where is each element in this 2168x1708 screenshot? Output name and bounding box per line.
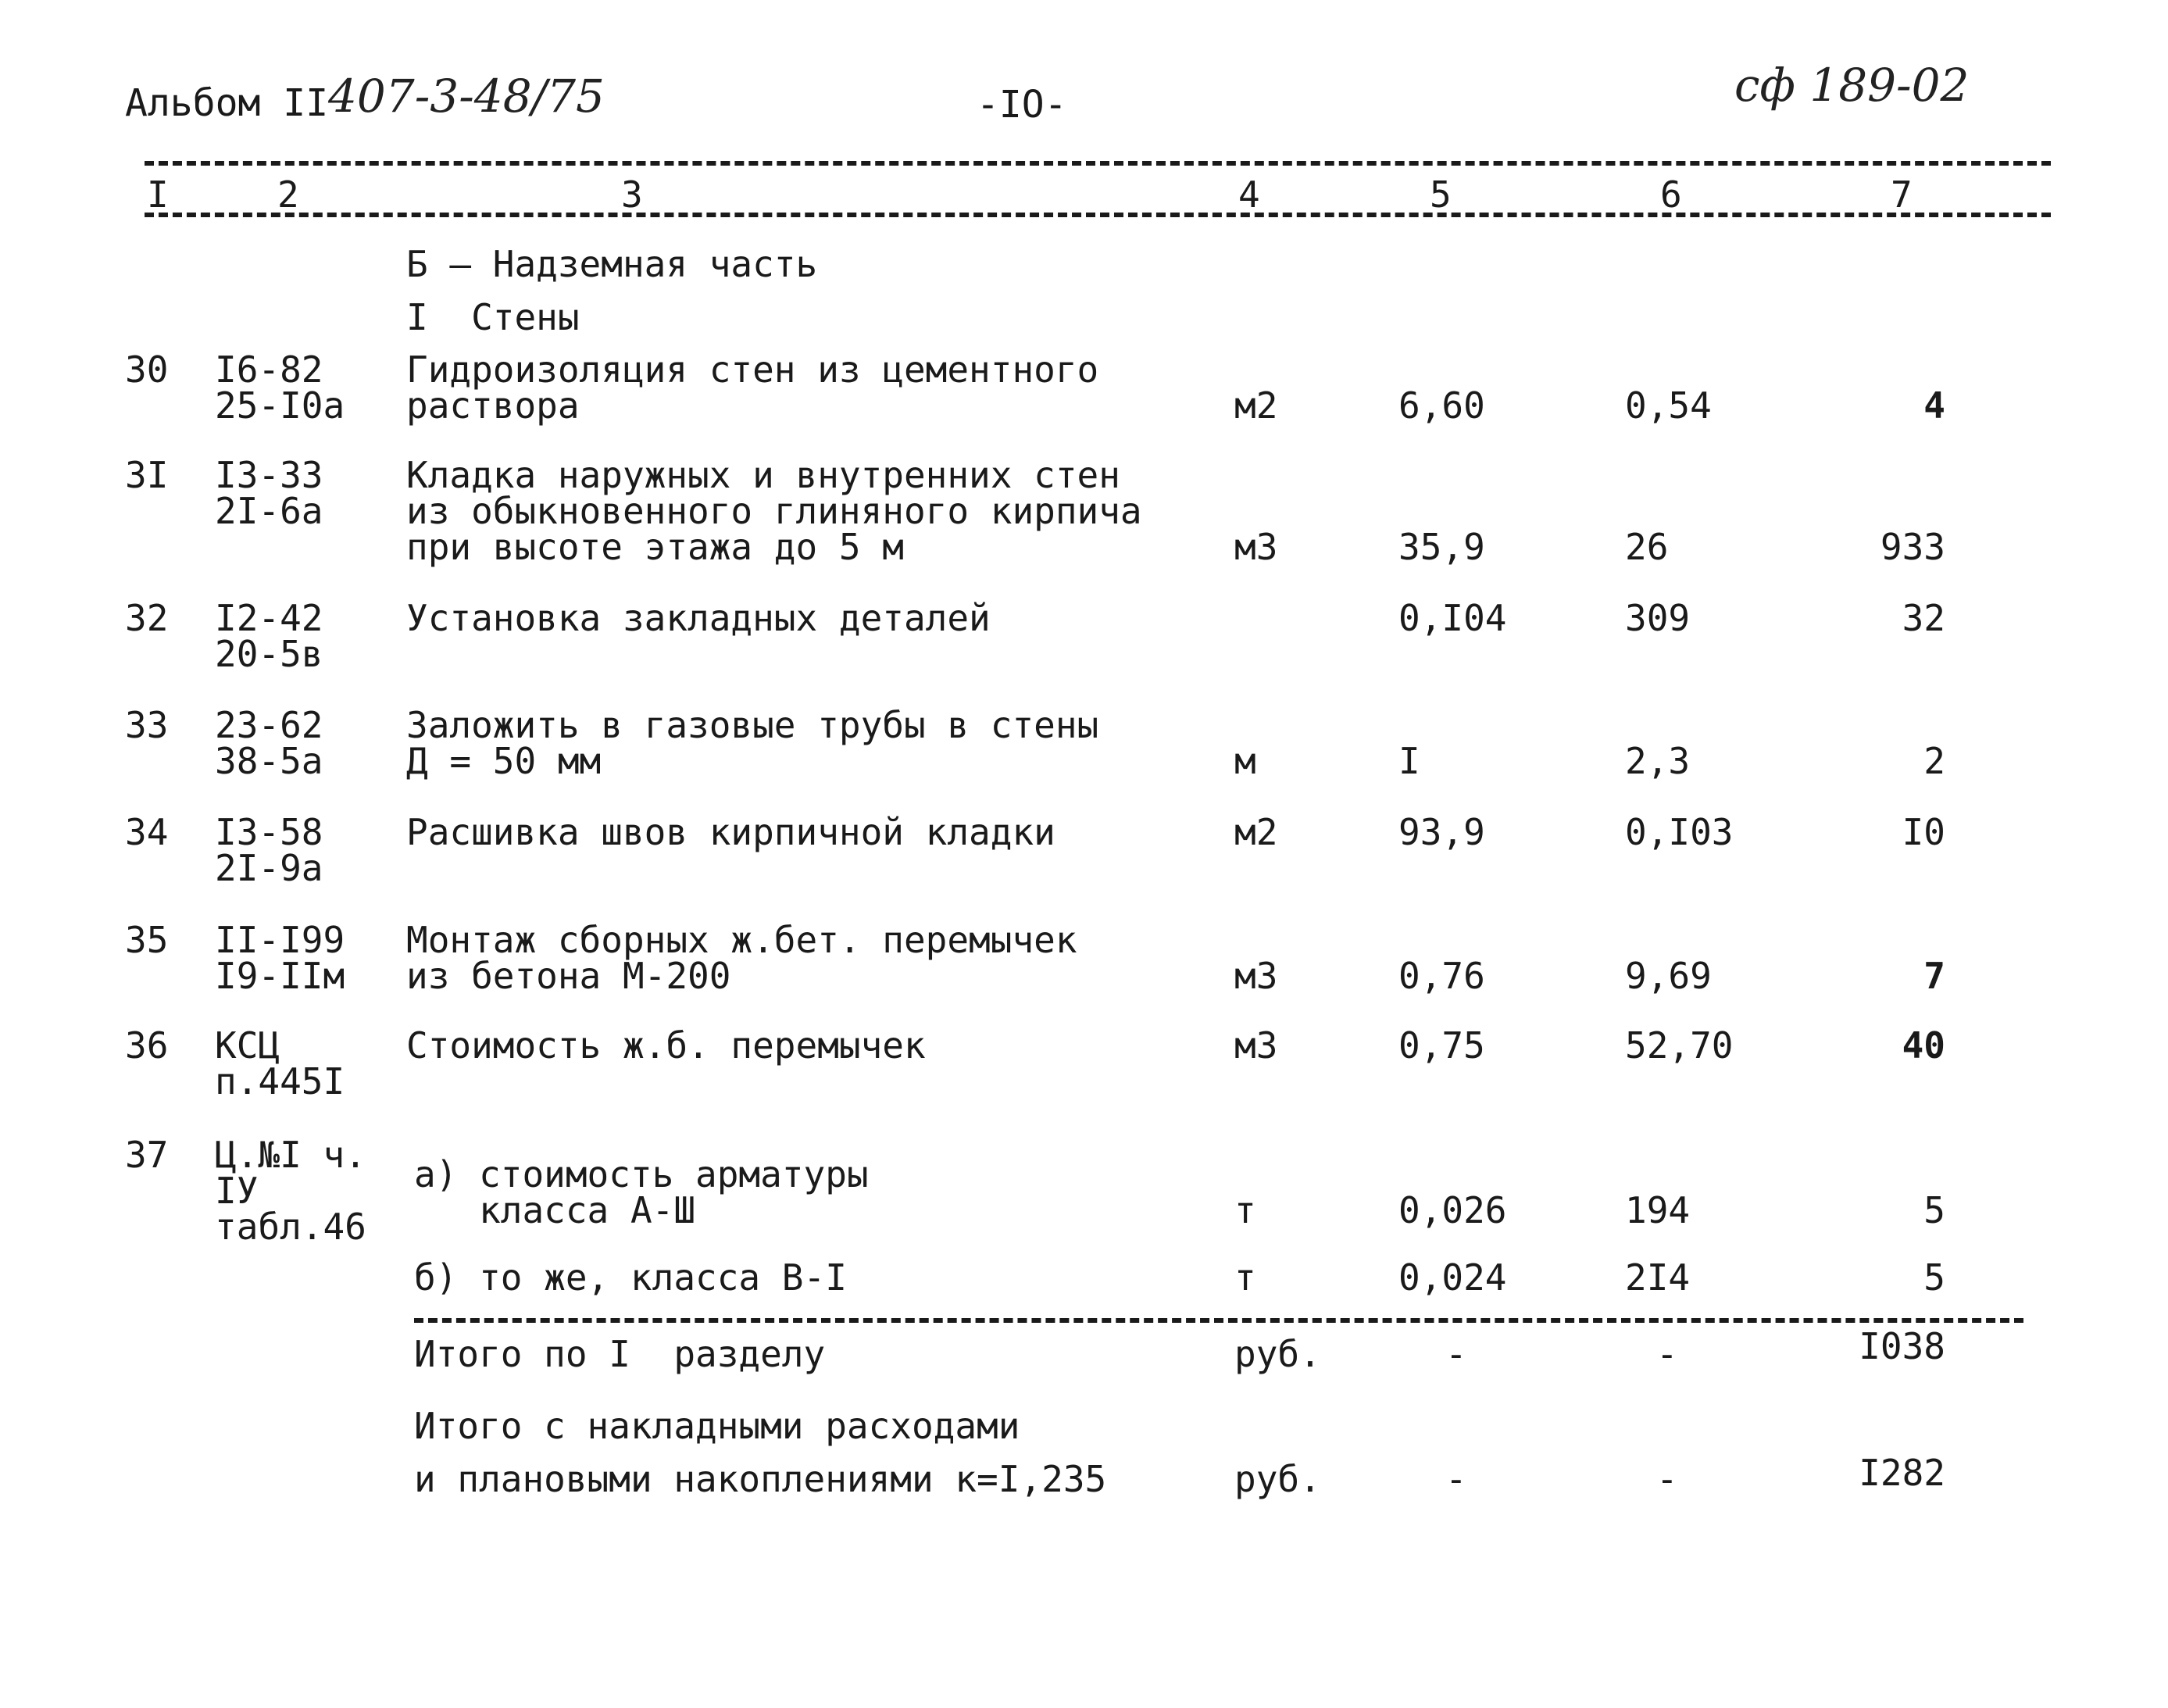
totals-rule <box>414 1318 2023 1323</box>
row-description: раствора <box>406 384 580 427</box>
row-description: а) стоимость арматуры <box>414 1153 869 1195</box>
totals-quantity: - <box>1445 1458 1467 1500</box>
row-description: класса А-Ш <box>414 1189 696 1231</box>
row-code: п.445I <box>215 1060 345 1102</box>
totals-price: - <box>1656 1458 1678 1500</box>
column-header-rule <box>145 213 2051 217</box>
totals-unit: руб. <box>1234 1333 1321 1375</box>
row-quantity: 0,024 <box>1398 1256 1507 1299</box>
row-description: Монтаж сборных ж.бет. перемычек <box>406 919 1077 961</box>
row-code: 38-5a <box>215 740 323 782</box>
row-quantity: 0,I04 <box>1398 597 1507 639</box>
column-number-5: 5 <box>1430 173 1452 216</box>
row-price: 26 <box>1625 526 1669 568</box>
row-number: 35 <box>125 919 169 961</box>
row-code: табл.46 <box>215 1206 366 1248</box>
column-number-4: 4 <box>1238 173 1260 216</box>
row-number: 36 <box>125 1024 169 1067</box>
row-code: 25-I0a <box>215 384 345 427</box>
row-quantity: 6,60 <box>1398 384 1485 427</box>
row-code: 2I-6a <box>215 490 323 532</box>
row-code: I3-33 <box>215 454 323 496</box>
row-number: 30 <box>125 348 169 391</box>
row-quantity: 0,026 <box>1398 1189 1507 1231</box>
row-description: Кладка наружных и внутренних стен <box>406 454 1120 496</box>
row-quantity: 93,9 <box>1398 811 1485 853</box>
row-code: I9-IIм <box>215 955 345 997</box>
row-code: КСЦ <box>215 1024 280 1067</box>
row-total: 5 <box>1923 1189 1945 1231</box>
column-number-1: I <box>147 173 169 216</box>
row-unit: м <box>1234 740 1256 782</box>
row-unit: м3 <box>1234 526 1278 568</box>
album-code: 407-3-48/75 <box>328 70 605 123</box>
row-number: 32 <box>125 597 169 639</box>
column-number-6: 6 <box>1660 173 1682 216</box>
row-code: I3-58 <box>215 811 323 853</box>
row-code: IУ <box>215 1170 259 1212</box>
row-total: I0 <box>1902 811 1945 853</box>
section-title: Б – Надземная часть <box>406 243 818 285</box>
row-number: 33 <box>125 704 169 746</box>
row-total: 32 <box>1902 597 1945 639</box>
row-description: Заложить в газовые трубы в стены <box>406 704 1099 746</box>
row-price: 9,69 <box>1625 955 1712 997</box>
totals-description: Итого с накладными расходами <box>414 1405 1020 1447</box>
row-price: 2,3 <box>1625 740 1691 782</box>
row-total: 5 <box>1923 1256 1945 1299</box>
row-quantity: I <box>1398 740 1420 782</box>
row-number: 34 <box>125 811 169 853</box>
row-unit: т <box>1234 1189 1256 1231</box>
row-code: Ц.№I ч. <box>215 1134 366 1176</box>
row-description: Установка закладных деталей <box>406 597 991 639</box>
section-subtitle: I Стены <box>406 296 580 338</box>
totals-description: Итого по I разделу <box>414 1333 826 1375</box>
row-description: Стоимость ж.б. перемычек <box>406 1024 926 1067</box>
column-number-3: 3 <box>621 173 643 216</box>
totals-quantity: - <box>1445 1333 1467 1375</box>
page-number: -IO- <box>977 83 1067 127</box>
row-total: 40 <box>1902 1024 1945 1067</box>
column-number-7: 7 <box>1891 173 1913 216</box>
totals-description: и плановыми накоплениями к=I,235 <box>414 1458 1107 1500</box>
row-code: 23-62 <box>215 704 323 746</box>
table-top-rule <box>145 161 2051 166</box>
row-price: 194 <box>1625 1189 1691 1231</box>
column-number-2: 2 <box>277 173 299 216</box>
row-unit: м3 <box>1234 1024 1278 1067</box>
row-quantity: 35,9 <box>1398 526 1485 568</box>
totals-unit: руб. <box>1234 1458 1321 1500</box>
row-price: 0,54 <box>1625 384 1712 427</box>
row-total: 4 <box>1923 384 1945 427</box>
row-quantity: 0,76 <box>1398 955 1485 997</box>
sheet-code: сф 189-02 <box>1734 59 1970 112</box>
row-code: 2I-9a <box>215 847 323 889</box>
row-description: Д = 50 мм <box>406 740 602 782</box>
row-quantity: 0,75 <box>1398 1024 1485 1067</box>
row-description: из бетона М-200 <box>406 955 731 997</box>
totals-amount: I282 <box>1859 1452 1945 1494</box>
row-code: 20-5в <box>215 633 323 675</box>
row-unit: м3 <box>1234 955 1278 997</box>
row-code: II-I99 <box>215 919 345 961</box>
totals-price: - <box>1656 1333 1678 1375</box>
row-price: 52,70 <box>1625 1024 1734 1067</box>
row-unit: м2 <box>1234 811 1278 853</box>
row-description: Расшивка швов кирпичной кладки <box>406 811 1055 853</box>
row-code: I6-82 <box>215 348 323 391</box>
row-description: из обыкновенного глиняного кирпича <box>406 490 1142 532</box>
row-unit: м2 <box>1234 384 1278 427</box>
row-description: при высоте этажа до 5 м <box>406 526 904 568</box>
row-price: 2I4 <box>1625 1256 1691 1299</box>
row-code: I2-42 <box>215 597 323 639</box>
row-unit: т <box>1234 1256 1256 1299</box>
row-total: 7 <box>1923 955 1945 997</box>
row-price: 0,I03 <box>1625 811 1734 853</box>
totals-amount: I038 <box>1859 1325 1945 1367</box>
row-description: Гидроизоляция стен из цементного <box>406 348 1099 391</box>
album-label: Альбом II <box>125 81 329 125</box>
row-number: 3I <box>125 454 169 496</box>
row-price: 309 <box>1625 597 1691 639</box>
row-total: 2 <box>1923 740 1945 782</box>
row-description: б) то же, класса В-I <box>414 1256 847 1299</box>
row-number: 37 <box>125 1134 169 1176</box>
row-total: 933 <box>1880 526 1945 568</box>
